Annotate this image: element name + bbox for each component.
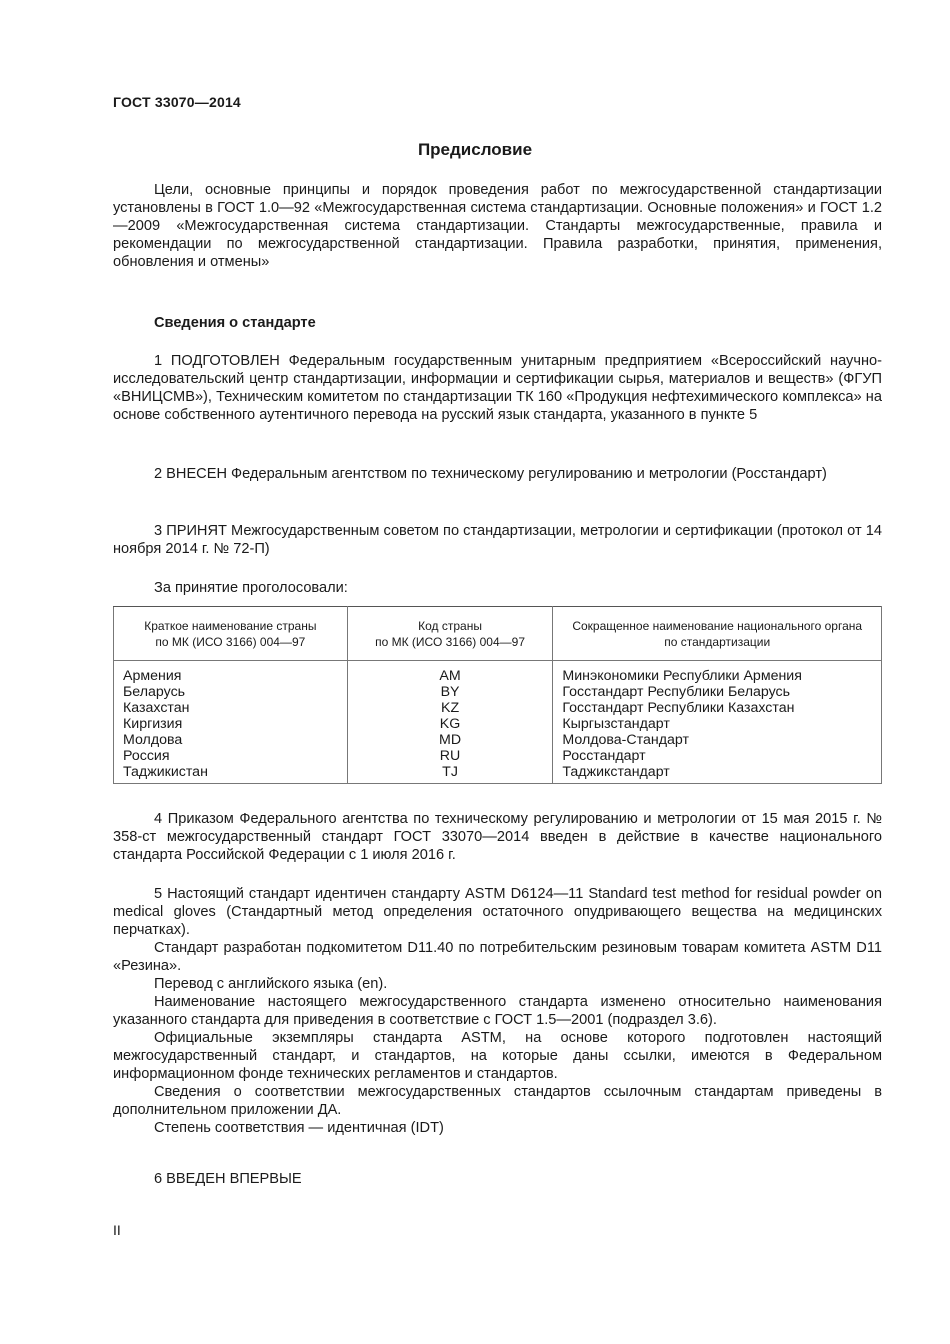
intro-text: Цели, основные принципы и порядок проведения работ по межгосударственной стандартизации установлены в ГОСТ 1.0—92 «Межгосударственная система стандартизации. Основные положения» и ГОСТ 1.2—2009 «Межгосударственная система стандартизации. Стандарты межгосударственные, правила и рекомендации по межгосударственной стандартизации. Правила разработки, принятия, применения, обновления и отмены» xyxy=(113,182,882,270)
vote-label: За принятие проголосовали: xyxy=(154,580,348,596)
item-5-developer-text: Стандарт разработан подкомитетом D11.40 по потребительским резиновым товарам комитета ASTM D11 «Резина». xyxy=(113,940,882,974)
country-name: Молдова xyxy=(114,732,348,748)
item-3 xyxy=(113,522,882,558)
country-code: KZ xyxy=(347,700,553,716)
item-5-copies-text: Официальные экземпляры стандарта ASTM, на основе которого подготовлен настоящий межгосударственный стандарт, и стандартов, на которые даны ссылки, имеются в Федеральном информационном фонде технических регламентов и стандартов. xyxy=(113,1030,882,1082)
country-name: Беларусь xyxy=(114,684,348,700)
document-id-header: ГОСТ 33070—2014 xyxy=(113,94,241,110)
item-5-degree-text: Степень соответствия — идентичная (IDT) xyxy=(154,1120,444,1136)
country-name: Казахстан xyxy=(114,700,348,716)
column-header-code: Код страны по МК (ИСО 3166) 004—97 xyxy=(347,607,553,661)
item-2 xyxy=(113,465,882,483)
national-body: Госстандарт Республики Казахстан xyxy=(553,700,882,716)
country-code: TJ xyxy=(347,764,553,784)
page-title: Предисловие xyxy=(417,140,533,159)
item-6-text: 6 ВВЕДЕН ВПЕРВЫЕ xyxy=(154,1171,302,1187)
table-row xyxy=(114,732,882,748)
intro-paragraph xyxy=(113,181,882,271)
national-body: Госстандарт Республики Беларусь xyxy=(553,684,882,700)
table-row xyxy=(114,716,882,732)
item-4 xyxy=(113,810,882,864)
country-name: Россия xyxy=(114,748,348,764)
item-4-text: 4 Приказом Федерального агентства по техническому регулированию и метрологии от 15 мая 2015 г. № 358-ст межгосударственный стандарт ГОСТ 33070—2014 введен в действие в качестве национального стандарта Российской Федерации с 1 июля 2016 г. xyxy=(113,811,882,863)
item-5-language-text: Перевод с английского языка (en). xyxy=(154,976,388,992)
country-name: Киргизия xyxy=(114,716,348,732)
table-row xyxy=(114,684,882,700)
item-6 xyxy=(113,1170,882,1188)
item-3-text: 3 ПРИНЯТ Межгосударственным советом по стандартизации, метрологии и сертификации (протокол от 14 ноября 2014 г. № 72-П) xyxy=(113,523,882,557)
national-body: Таджикстандарт xyxy=(553,764,882,784)
country-code: BY xyxy=(347,684,553,700)
item-5 xyxy=(113,885,882,1137)
item-2-text: 2 ВНЕСЕН Федеральным агентством по техническому регулированию и метрологии (Росстандарт) xyxy=(154,466,827,482)
table-row xyxy=(114,661,882,685)
table-row xyxy=(114,748,882,764)
national-body: Минэкономики Республики Армения xyxy=(553,661,882,685)
national-body: Молдова-Стандарт xyxy=(553,732,882,748)
table-header-row xyxy=(114,607,882,661)
table-row xyxy=(114,764,882,784)
column-header-body: Сокращенное наименование национального органа по стандартизации xyxy=(553,607,882,661)
national-body: Кыргызстандарт xyxy=(553,716,882,732)
country-code: AM xyxy=(347,661,553,685)
item-5-text: 5 Настоящий стандарт идентичен стандарту ASTM D6124—11 Standard test method for residual powder on medical gloves (Стандартный метод определения остаточного опудривающего вещества на медицинских перчатках). xyxy=(113,886,882,938)
country-name: Армения xyxy=(114,661,348,685)
country-code: MD xyxy=(347,732,553,748)
item-5-name-change-text: Наименование настоящего межгосударственного стандарта изменено относительно наименования указанного стандарта для приведения в соответствие с ГОСТ 1.5—2001 (подраздел 3.6). xyxy=(113,994,882,1028)
column-header-country: Краткое наименование страны по МК (ИСО 3166) 004—97 xyxy=(114,607,348,661)
national-body: Росстандарт xyxy=(553,748,882,764)
section-title: Сведения о стандарте xyxy=(154,315,316,331)
table-row xyxy=(114,700,882,716)
country-name: Таджикистан xyxy=(114,764,348,784)
item-1-text: 1 ПОДГОТОВЛЕН Федеральным государственным унитарным предприятием «Всероссийский научно-исследовательский центр стандартизации, информации и сертификации сырья, материалов и веществ» (ФГУП «ВНИЦСМВ»), Техническим комитетом по стандартизации ТК 160 «Продукция нефтехимического комплекса» на основе собственного аутентичного перевода на русский язык стандарта, указанного в пункте 5 xyxy=(113,353,882,423)
item-1 xyxy=(113,352,882,424)
country-code: RU xyxy=(347,748,553,764)
voting-countries-table xyxy=(113,606,882,784)
page-number: II xyxy=(113,1222,121,1238)
item-5-conformity-info-text: Сведения о соответствии межгосударственных стандартов ссылочным стандартам приведены в дополнительном приложении ДА. xyxy=(113,1084,882,1118)
country-code: KG xyxy=(347,716,553,732)
